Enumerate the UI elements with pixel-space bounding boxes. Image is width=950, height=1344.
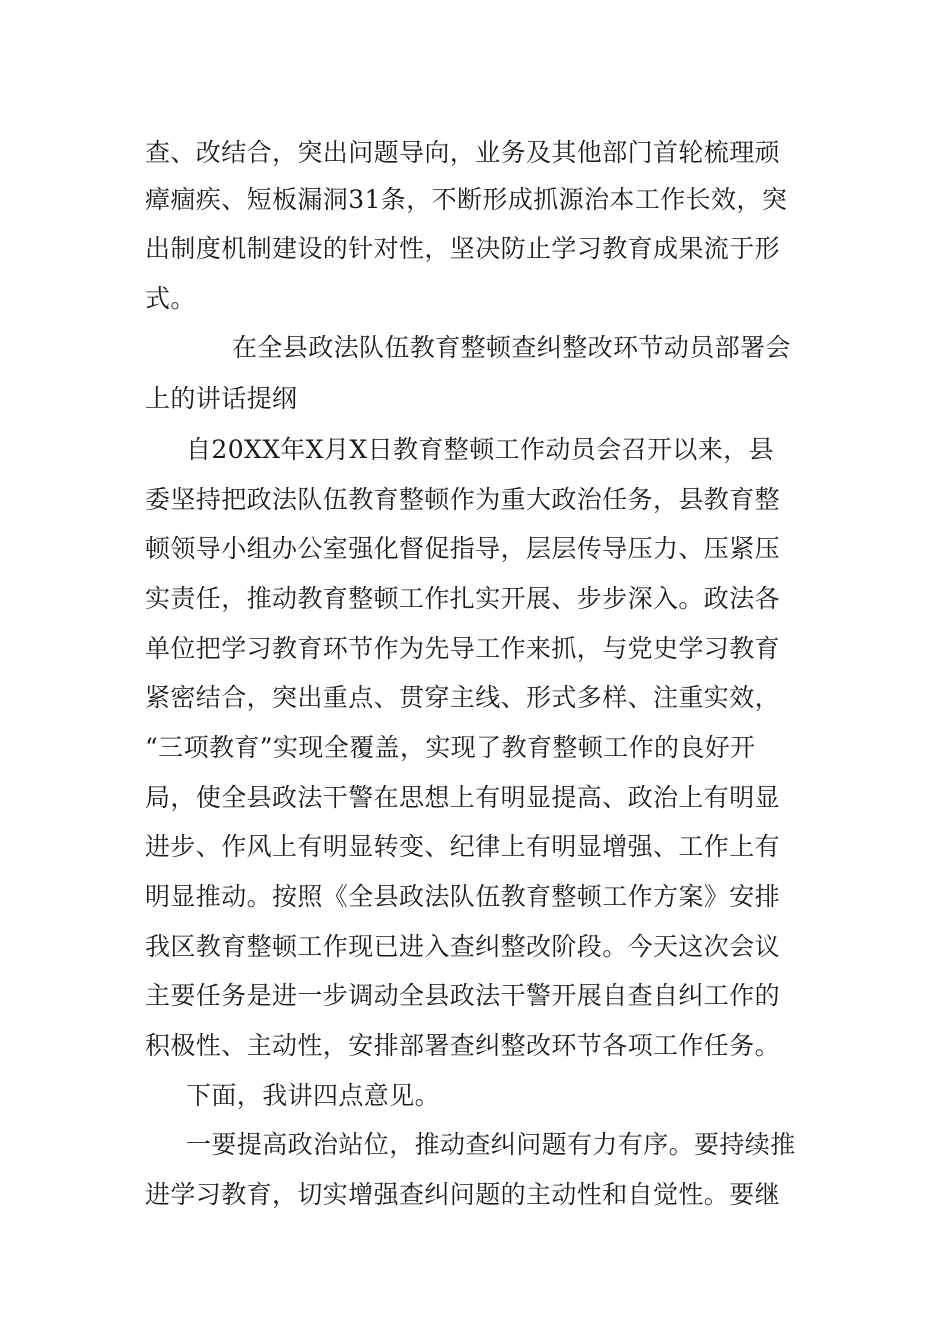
paragraph-intro-line-1: 自20XX年X月X日教育整顿工作动员会召开以来，县	[186, 435, 775, 464]
paragraph-intro-line-3: 顿领导小组办公室强化督促指导，层层传导压力、压紧压	[145, 534, 781, 563]
paragraph-intro-line-2: 委坚持把政法队伍教育整顿作为重大政治任务，县教育整	[145, 485, 781, 514]
paragraph-intro-line-4: 实责任，推动教育整顿工作扎实开展、步步深入。政法各	[145, 584, 781, 613]
speech-title-line-1: 在全县政法队伍教育整顿查纠整改环节动员部署会	[232, 333, 791, 362]
paragraph-four-points-line-1: 下面，我讲四点意见。	[186, 1081, 441, 1110]
paragraph-first-point-line-2: 进学习教育，切实增强查纠问题的主动性和自觉性。要继	[145, 1180, 781, 1209]
paragraph-intro-line-5: 单位把学习教育环节作为先导工作来抓，与党史学习教育	[145, 634, 781, 663]
paragraph-intro-line-13: 积极性、主动性，安排部署查纠整改环节各项工作任务。	[145, 1031, 781, 1060]
paragraph-intro-line-9: 进步、作风上有明显转变、纪律上有明显增强、工作上有	[145, 832, 781, 861]
paragraph-continuation-line-4: 式。	[145, 284, 196, 313]
paragraph-intro-line-12: 主要任务是进一步调动全县政法干警开展自查自纠工作的	[145, 981, 781, 1010]
paragraph-continuation-line-3: 出制度机制建设的针对性，坚决防止学习教育成果流于形	[145, 234, 781, 263]
speech-title-line-2: 上的讲话提纲	[145, 384, 298, 413]
paragraph-intro-line-8: 局，使全县政法干警在思想上有明显提高、政治上有明显	[145, 783, 781, 812]
paragraph-first-point-line-1: 一要提高政治站位，推动查纠问题有力有序。要持续推	[186, 1130, 796, 1159]
paragraph-intro-line-11: 我区教育整顿工作现已进入查纠整改阶段。今天这次会议	[145, 932, 781, 961]
paragraph-intro-line-10: 明显推动。按照《全县政法队伍教育整顿工作方案》安排	[145, 882, 781, 911]
paragraph-continuation-line-2: 瘴痼疾、短板漏洞31条，不断形成抓源治本工作长效，突	[145, 185, 788, 214]
paragraph-intro-line-7: “三项教育”实现全覆盖，实现了教育整顿工作的良好开	[145, 733, 756, 762]
paragraph-intro-line-6: 紧密结合，突出重点、贯穿主线、形式多样、注重实效，	[145, 683, 781, 712]
paragraph-continuation-line-1: 查、改结合，突出问题导向，业务及其他部门首轮梳理顽	[145, 138, 781, 167]
